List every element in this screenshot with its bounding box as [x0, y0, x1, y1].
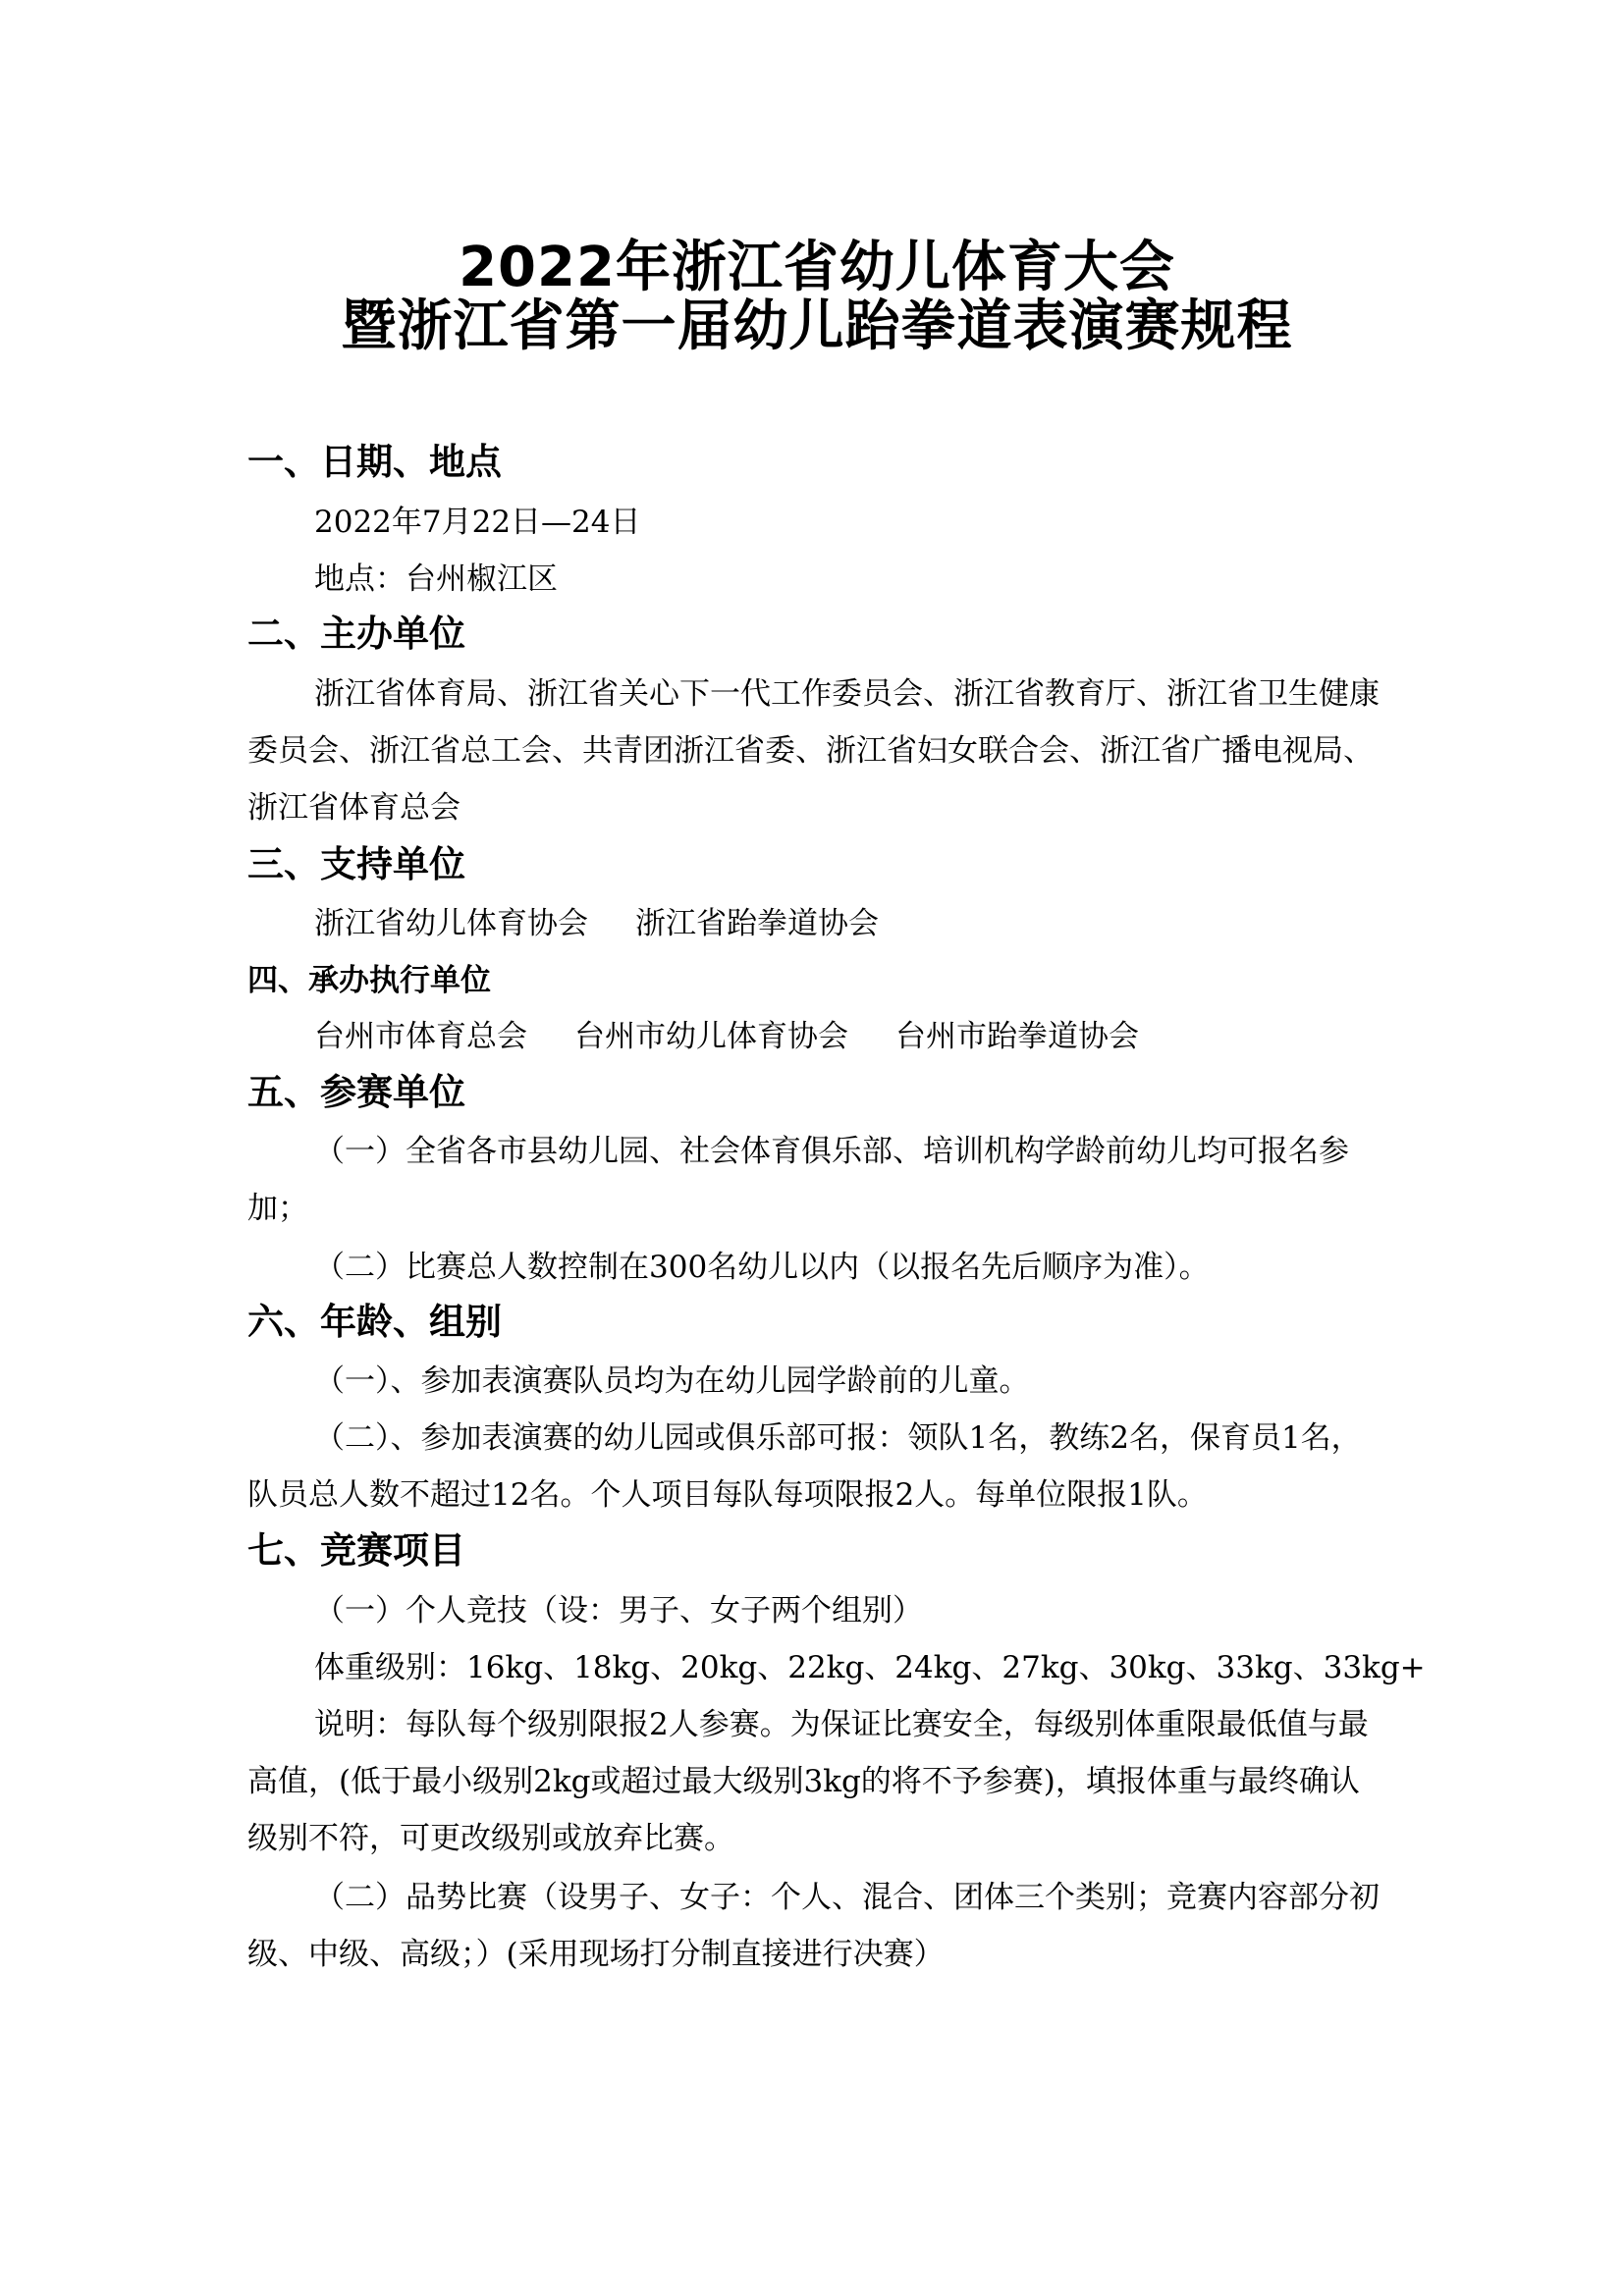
- supporter-item: 浙江省跆拳道协会: [635, 906, 879, 941]
- document-title-line-1: 2022年浙江省幼儿体育大会: [459, 236, 1175, 299]
- executors-list: [247, 1008, 1453, 1065]
- section-heading-executors: 四、承办执行单位: [247, 963, 491, 998]
- section-heading-date-place: 一、日期、地点: [247, 441, 502, 483]
- section-heading-participants: 五、参赛单位: [247, 1071, 465, 1113]
- section-heading-organizers: 二、主办单位: [247, 613, 465, 655]
- executor-item: 台州市幼儿体育协会: [574, 1019, 848, 1054]
- section-heading-age-groups: 六、年龄、组别: [247, 1301, 502, 1343]
- executor-item: 台州市跆拳道协会: [895, 1019, 1139, 1054]
- document-title-line-2: 暨浙江省第一届幼儿跆拳道表演赛规程: [341, 294, 1293, 358]
- organizers-text: 浙江省体育局、浙江省关心下一代工作委员会、浙江省教育厅、浙江省卫生健康委员会、浙江省总工会、共青团浙江省委、浙江省妇女联合会、浙江省广播电视局、浙江省体育总会: [247, 676, 1380, 826]
- participants-item-1: （一）全省各市县幼儿园、社会体育俱乐部、培训机构学龄前幼儿均可报名参加；: [247, 1134, 1349, 1226]
- supporter-item: 浙江省幼儿体育协会: [314, 906, 588, 941]
- executor-item: 台州市体育总会: [314, 1019, 527, 1054]
- events-item-2: （二）品势比赛（设男子、女子：个人、混合、团体三个类别；竞赛内容部分初级、中级、高级；）(采用现场打分制直接进行决赛）: [247, 1880, 1380, 1972]
- weight-classes: 体重级别：16kg、18kg、20kg、22kg、24kg、27kg、30kg、33kg、33kg+: [314, 1650, 1426, 1685]
- supporters-list: [247, 895, 1453, 952]
- participants-item-2: （二）比赛总人数控制在300名幼儿以内（以报名先后顺序为准）。: [314, 1250, 1210, 1285]
- events-note: 说明：每队每个级别限报2人参赛。为保证比赛安全，每级别体重限最低值与最高值，(低于最小级别2kg或超过最大级别3kg的将不予参赛)，填报体重与最终确认级别不符，可更改级别或放弃比赛。: [247, 1707, 1369, 1856]
- events-item-1: （一）个人竞技（设：男子、女子两个组别）: [314, 1593, 923, 1629]
- age-groups-item-2: （二）、参加表演赛的幼儿园或俱乐部可报：领队1名，教练2名，保育员1名，队员总人数不超过12名。个人项目每队每项限报2人。每单位限报1队。: [247, 1420, 1362, 1513]
- section-heading-events: 七、竞赛项目: [247, 1529, 465, 1572]
- event-date: 2022年7月22日—24日: [314, 505, 641, 540]
- event-place: 地点：台州椒江区: [314, 561, 558, 597]
- age-groups-item-1: （一）、参加表演赛队员均为在幼儿园学龄前的儿童。: [314, 1363, 1030, 1399]
- section-heading-supporters: 三、支持单位: [247, 843, 465, 885]
